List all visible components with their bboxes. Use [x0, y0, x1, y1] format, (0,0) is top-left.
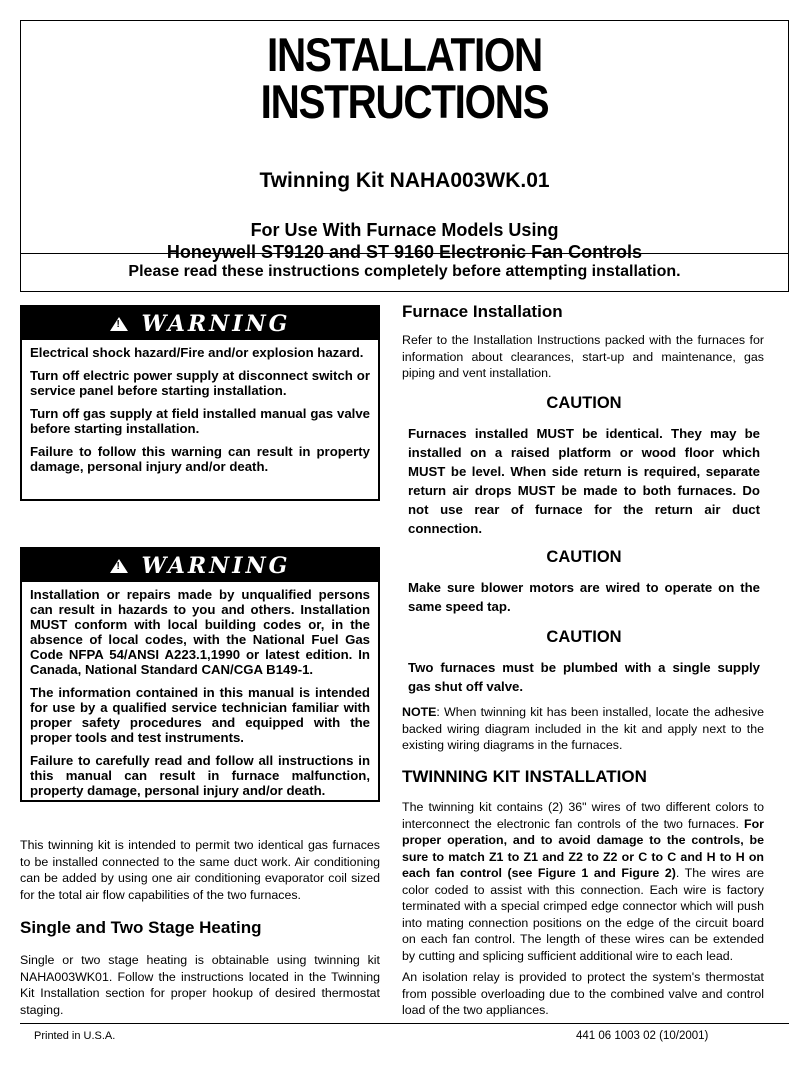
warning-box-2 — [20, 547, 380, 802]
stage-paragraph: Single or two stage heating is obtainable using twinning kit NAHA003WK01. Follow the instructions located in the Twinning Kit Installation section for proper hookup of desired thermostat staging. — [20, 953, 380, 1017]
twinning-text-bold: For proper operation, and to avoid damage to the controls, be sure to match Z1 to Z1 and Z2 to Z2 or C to C and H to H on each fan control (see Figure 1 and Figure 2) — [402, 816, 764, 880]
furnace-paragraph: Refer to the Installation Instructions packed with the furnaces for information about clearances, start-up and maintenance, gas piping and vent installation. — [402, 333, 764, 380]
warning-body — [22, 582, 378, 814]
footer-printed: Printed in U.S.A. — [34, 1030, 116, 1042]
footer-doc-number: 441 06 1003 02 (10/2001) — [576, 1030, 709, 1042]
twinning-text-b: . The wires are color coded to assist with this connection. Each wire is factory terminated with a special crimped edge connector which will push into mating connection positions on the edge of the circuit board on each fan control. The length of these wires can be extended by cutting and splicing sufficient additional wire to each lead. — [402, 866, 764, 963]
kit-title: Twinning Kit NAHA003WK.01 — [259, 169, 550, 192]
header-box — [20, 20, 789, 262]
warning-paragraph: The information contained in this manual is intended for use by a qualified service technician familiar with proper safety procedures and equipped with the proper tools and test instruments. — [30, 685, 370, 745]
title-line-2: INSTRUCTIONS — [260, 75, 549, 128]
warning-triangle-icon: ! — [110, 559, 128, 573]
footer-divider — [20, 1023, 789, 1024]
warning-heading: WARNING — [141, 552, 291, 579]
caution-text: Make sure blower motors are wired to operate on the same speed tap. — [408, 580, 760, 614]
twinning-text-a: The twinning kit contains (2) 36" wires of two different colors to interconnect the electronic fan controls of the two furnaces. — [402, 800, 764, 831]
furnace-heading: Furnace Installation — [402, 302, 563, 321]
caution-heading: CAUTION — [546, 628, 622, 646]
warning-box-1 — [20, 305, 380, 501]
warning-paragraph: Failure to carefully read and follow all instructions in this manual can result in furnace malfunction, property damage, personal injury and/or death. — [30, 753, 370, 798]
warning-heading: WARNING — [141, 310, 291, 337]
twinning-heading: TWINNING KIT INSTALLATION — [402, 767, 647, 786]
warning-body — [22, 340, 378, 490]
read-notice: Please read these instructions completely before attempting installation. — [20, 254, 789, 292]
caution-heading: CAUTION — [546, 394, 622, 412]
caution-heading: CAUTION — [546, 548, 622, 566]
use-line-2: Honeywell ST9120 and ST 9160 Electronic Fan Controls — [166, 242, 643, 262]
warning-paragraph: Installation or repairs made by unqualified persons can result in hazards to you and others. Installation MUST conform with local building codes or, in the absence of local codes, with the National Fuel Gas Code NFPA 54/ANSI A223.1,1990 or latest edition. In Canada, National Standard CAN/CGA B149-1. — [30, 587, 370, 677]
warning-paragraph: Electrical shock hazard/Fire and/or explosion hazard. — [30, 345, 364, 360]
twinning-paragraph — [402, 799, 764, 964]
note-paragraph — [402, 704, 764, 754]
warning-paragraph: Turn off electric power supply at disconnect switch or service panel before starting installation. — [30, 368, 370, 398]
relay-paragraph: An isolation relay is provided to protect the system's thermostat from possible overloading due to the combined valve and control load of the two appliances. — [402, 970, 764, 1017]
warning-header — [22, 307, 378, 340]
warning-header — [22, 549, 378, 582]
warning-paragraph: Turn off gas supply at field installed manual gas valve before starting installation. — [30, 406, 370, 436]
use-line-1: For Use With Furnace Models Using — [250, 220, 559, 240]
intro-paragraph: This twinning kit is intended to permit two identical gas furnaces to be installed connected to the same duct work. Air conditioning can be added by using one air conditioning evaporator coil sized for the total air flow capabilities of the two furnaces. — [20, 838, 380, 902]
stage-heading: Single and Two Stage Heating — [20, 918, 262, 937]
document-title — [75, 28, 735, 128]
note-text: : When twinning kit has been installed, locate the adhesive backed wiring diagram included in the kit and apply next to the existing wiring diagrams in the furnaces. — [402, 705, 764, 752]
warning-triangle-icon: ! — [110, 317, 128, 331]
warning-paragraph: Failure to follow this warning can result in property damage, personal injury and/or death. — [30, 444, 370, 474]
caution-text: Furnaces installed MUST be identical. They may be installed on a raised platform or wood floor which MUST be level. When side return is required, separate return air drops MUST be made to both furnaces. Do not use rear of furnace for the return air duct connection. — [408, 426, 760, 536]
caution-text: Two furnaces must be plumbed with a single supply gas shut off valve. — [408, 660, 760, 694]
title-line-1: INSTALLATION — [267, 28, 542, 81]
note-label: NOTE — [402, 705, 437, 719]
